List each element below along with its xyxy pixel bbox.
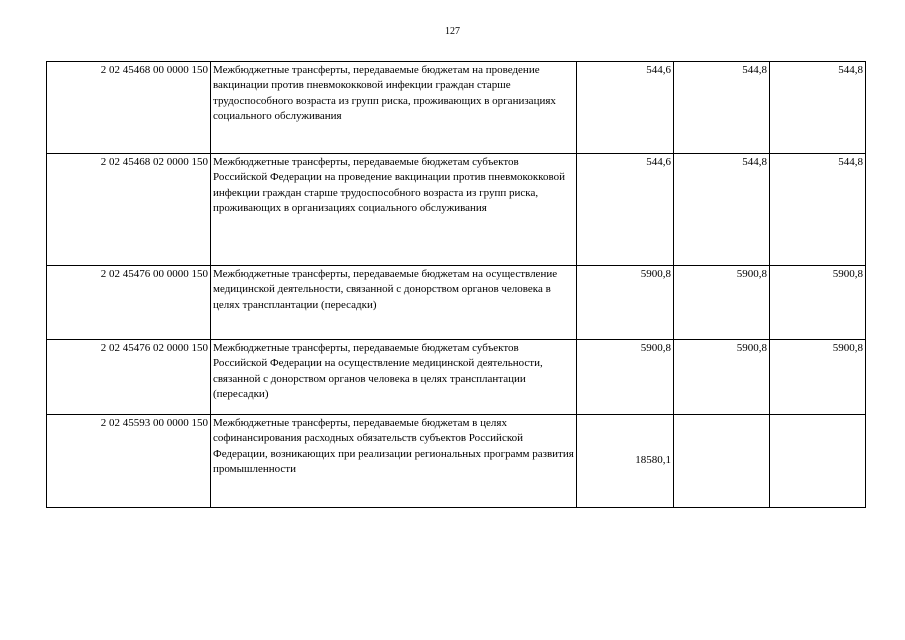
budget-code-cell: 2 02 45476 00 0000 150 (47, 266, 211, 340)
value-year-1-cell: 544,6 (577, 154, 674, 266)
value-year-2-cell: 5900,8 (674, 266, 770, 340)
table-row (47, 62, 866, 154)
value-year-1-cell: 544,6 (577, 62, 674, 154)
table-row (47, 340, 866, 415)
value-year-2-cell: 544,8 (674, 62, 770, 154)
value-year-3-cell: 5900,8 (770, 266, 866, 340)
value-year-3-cell: 544,8 (770, 154, 866, 266)
budget-code-cell: 2 02 45468 00 0000 150 (47, 62, 211, 154)
value-year-1-cell: 5900,8 (577, 340, 674, 415)
budget-code-cell: 2 02 45468 02 0000 150 (47, 154, 211, 266)
table-row (47, 415, 866, 508)
description-cell: Межбюджетные трансферты, передаваемые бюджетам на проведение вакцинации против пневмококковой инфекции граждан старше трудоспособного возраста из групп риска, проживающих в организациях социального обслуживания (211, 62, 577, 154)
value-year-2-cell: 544,8 (674, 154, 770, 266)
value-year-3-cell: 544,8 (770, 62, 866, 154)
value-year-2-cell (674, 415, 770, 508)
value-year-1-cell: 18580,1 (577, 415, 674, 508)
description-cell: Межбюджетные трансферты, передаваемые бюджетам субъектов Российской Федерации на проведение вакцинации против пневмококковой инфекции граждан старше трудоспособного возраста из групп риска, проживающих в организациях социального обслуживания (211, 154, 577, 266)
description-cell: Межбюджетные трансферты, передаваемые бюджетам на осуществление медицинской деятельности, связанной с донорством органов человека в целях трансплантации (пересадки) (211, 266, 577, 340)
value-year-3-cell (770, 415, 866, 508)
value-year-2-cell: 5900,8 (674, 340, 770, 415)
budget-table (46, 61, 866, 508)
description-cell: Межбюджетные трансферты, передаваемые бюджетам субъектов Российской Федерации на осуществление медицинской деятельности, связанной с донорством органов человека в целях трансплантации (пересадки) (211, 340, 577, 415)
budget-code-cell: 2 02 45593 00 0000 150 (47, 415, 211, 508)
budget-code-cell: 2 02 45476 02 0000 150 (47, 340, 211, 415)
description-cell: Межбюджетные трансферты, передаваемые бюджетам в целях софинансирования расходных обязательств субъектов Российской Федерации, возникающих при реализации региональных программ развития промышленности (211, 415, 577, 508)
page-number: 127 (445, 26, 460, 37)
table-row (47, 154, 866, 266)
value-year-1-cell: 5900,8 (577, 266, 674, 340)
table-row (47, 266, 866, 340)
value-year-3-cell: 5900,8 (770, 340, 866, 415)
